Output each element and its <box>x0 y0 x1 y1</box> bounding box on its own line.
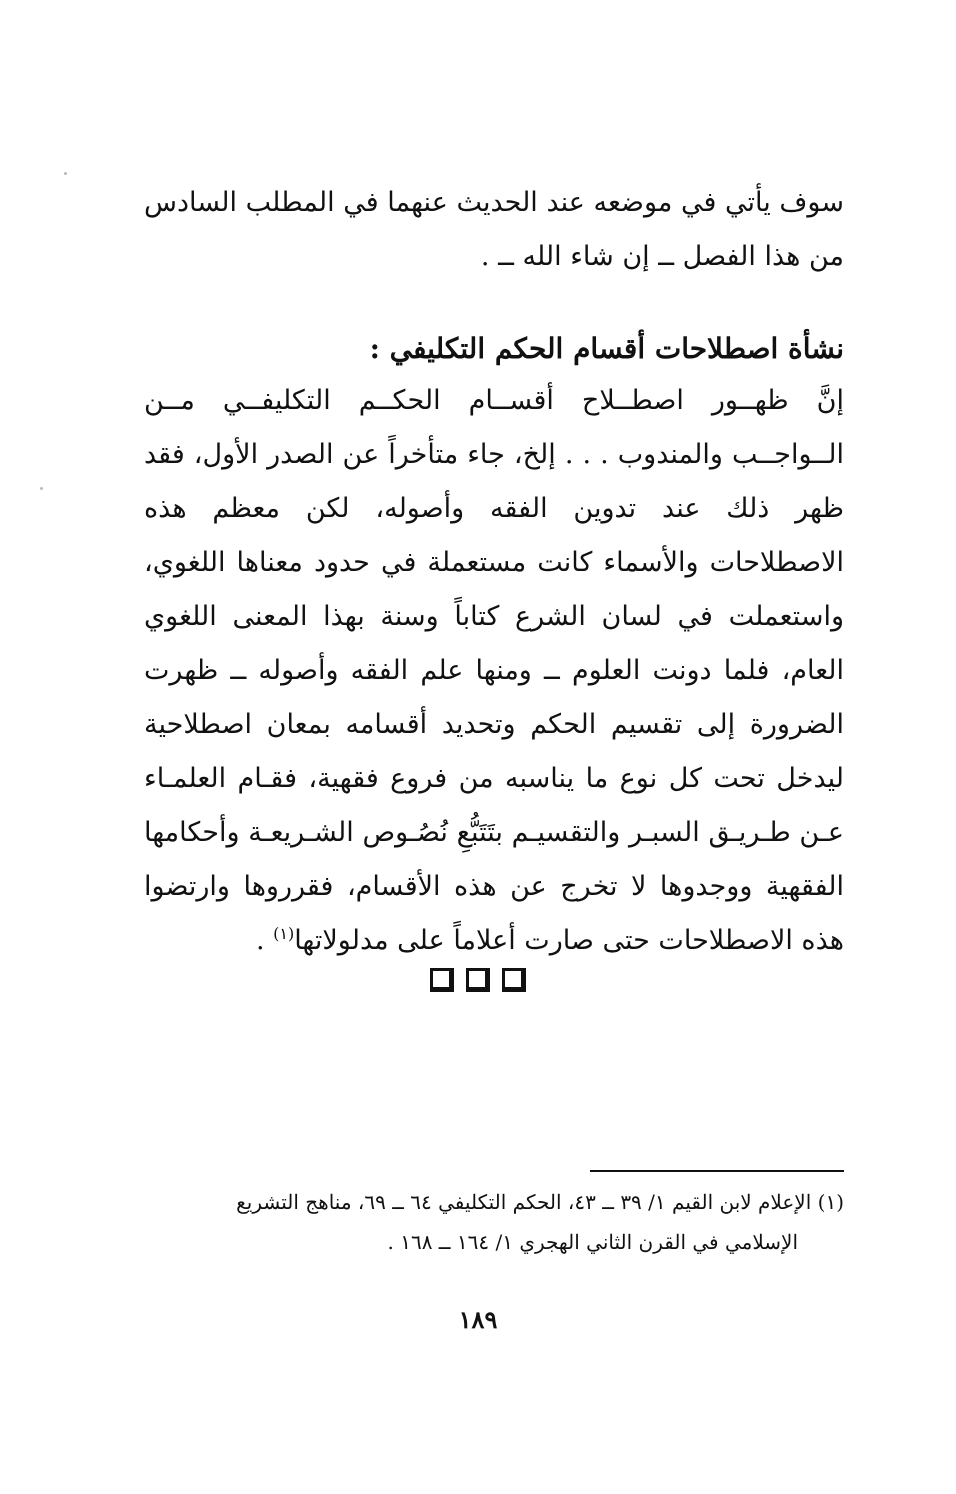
footnote <box>134 1182 844 1262</box>
scan-speck <box>40 487 43 490</box>
scan-speck <box>64 172 67 175</box>
intro-text: سوف يأتي في موضعه عند الحديث عنهما في المطلب السادس من هذا الفصل ــ إن شاء الله ــ . <box>144 187 844 272</box>
intro-paragraph <box>144 176 844 284</box>
divider-box-icon <box>502 968 526 992</box>
footnote-number: (١) <box>817 1190 844 1214</box>
divider-box-icon <box>466 968 490 992</box>
divider-box-icon <box>430 968 454 992</box>
section-body-paragraph <box>144 374 844 968</box>
footnote-reference[interactable]: (١) <box>273 924 295 943</box>
page-number: ١٨٩ <box>458 1305 498 1334</box>
section-divider <box>0 968 956 992</box>
footnote-line-1: الإعلام لابن القيم ١/ ٣٩ ــ ٤٣، الحكم التكليفي ٦٤ ــ ٦٩، مناهج التشريع <box>236 1190 812 1214</box>
body-text: إنَّ ظهــور اصطــلاح أقســام الحكــم التكليفــي مــن الــواجــب والمندوب . . . إلخ، جاء متأخراً عن الصدر الأول، فقد ظهر ذلك عند تدوين الفقه وأصوله، لكن معظم هذه الاصطلاحات والأسماء كانت مستعملة في حدود معناها اللغوي، واستعملت في لسان الشرع كتاباً وسنة بهذا المعنى اللغوي العام، فلما دونت العلوم ــ ومنها علم الفقه وأصوله ــ ظهرت الضرورة إلى تقسيم الحكم وتحديد أقسامه بمعان اصطلاحية ليدخل تحت كل نوع ما يناسبه من فروع فقهية، فقـام العلمـاء عـن طـريـق السبـر والتقسيـم بتَتَبُّعِ نُصُـوص الشـريعـة وأحكامها الفقهية ووجدوها لا تخرج عن هذه الأقسام، فقرروها وارتضوا هذه الاصطلاحات حتى صارت أعلاماً على مدلولاتها <box>144 385 844 956</box>
section-heading: نشأة اصطلاحات أقسام الحكم التكليفي : <box>369 332 844 365</box>
footnote-separator <box>590 1170 844 1172</box>
body-end-punctuation: . <box>255 925 274 956</box>
footnote-line-2: الإسلامي في القرن الثاني الهجري ١/ ١٦٤ ــ ١٦٨ . <box>387 1230 798 1254</box>
